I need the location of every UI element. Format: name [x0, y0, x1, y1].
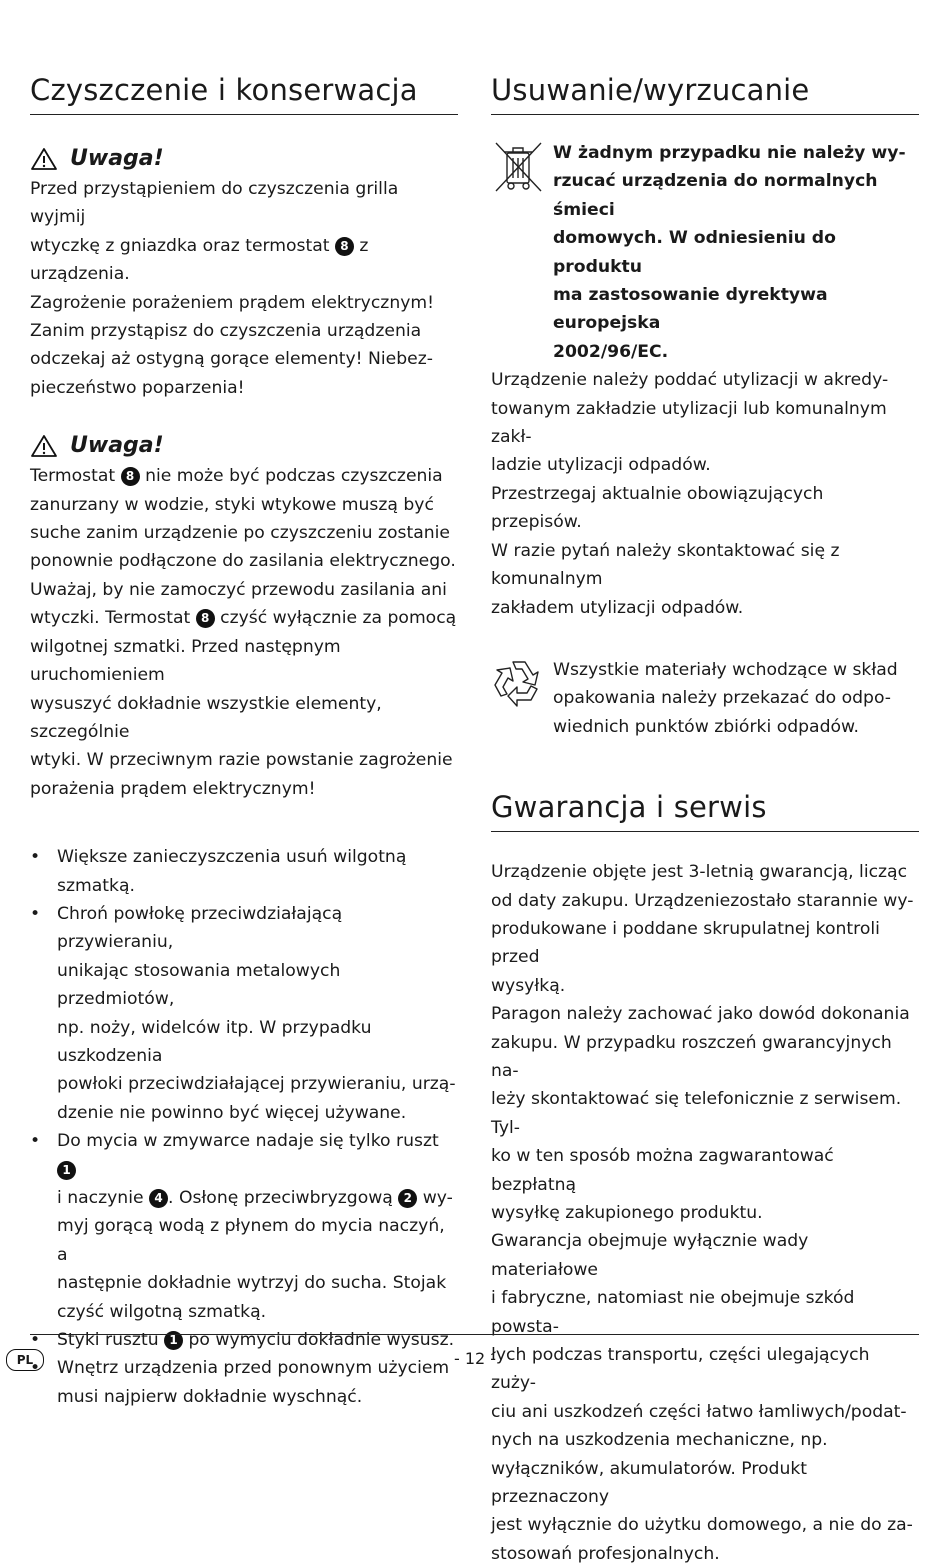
warning-text-line: pieczeństwo poparzenia!	[30, 377, 245, 398]
warning-text-line: wtyki. W przeciwnym razie powstanie zagrożenie	[30, 750, 453, 771]
warning-text-line: wilgotnej szmatki. Przed następnym uruchomieniem	[30, 636, 341, 686]
warranty-text-line: Gwarancja obejmuje wyłącznie wady materiałowe	[491, 1231, 809, 1280]
part-number-badge: 8	[196, 609, 215, 628]
warranty-text-line: ciu ani uszkodzeń części łatwo łamliwych/podat-	[491, 1401, 907, 1422]
warranty-text-line: Urządzenie objęte jest 3-letnią gwarancją, licząc	[491, 862, 908, 883]
warning-text-line	[30, 604, 458, 632]
list-item	[30, 900, 458, 1127]
disposal-bold-line: W żadnym przypadku nie należy wy-	[553, 143, 906, 163]
part-number-badge: 4	[149, 1189, 168, 1208]
disposal-bold-line: ma zastosowanie dyrektywa europejska	[553, 285, 828, 334]
list-item-line	[57, 1184, 458, 1212]
warranty-text-line: wysyłką.	[491, 975, 566, 996]
disposal-bold-text	[553, 139, 919, 366]
warning-text-line	[30, 232, 458, 289]
text-segment: Styki rusztu	[57, 1330, 165, 1351]
list-item-line: • Większe zanieczyszczenia usuń wilgotną szmatką.	[57, 847, 407, 896]
warranty-text-line: wysyłkę zakupionego produktu.	[491, 1203, 763, 1223]
text-segment: . Osłonę przeciwbryzgową	[168, 1188, 399, 1208]
crossed-bin-icon	[491, 139, 553, 366]
list-item	[30, 1127, 458, 1326]
page-number: - 12 -	[453, 1349, 497, 1368]
list-item-line: musi najpierw dokładnie wyschnąć.	[57, 1386, 363, 1407]
warranty-text-line: od daty zakupu. Urządzeniezostało starannie wy-	[491, 890, 914, 911]
part-number-badge: 1	[57, 1161, 76, 1180]
warranty-text-line: leży skontaktować się telefonicznie z serwisem. Tyl-	[491, 1089, 902, 1138]
text-segment: wtyczki. Termostat	[30, 608, 196, 629]
warning-label: Uwaga!	[70, 146, 164, 171]
warning-text-line: porażenia prądem elektrycznym!	[30, 778, 316, 799]
warning-text-line: Zanim przystąpisz do czyszczenia urządzenia	[30, 321, 422, 342]
text-segment: nie może być podczas czyszczenia	[139, 466, 443, 487]
right-column	[491, 72, 919, 1568]
list-item	[30, 843, 458, 900]
disposal-text-line: Przestrzegaj aktualnie obowiązujących przepisów.	[491, 483, 824, 533]
list-item-line: następnie dokładnie wytrzyj do sucha. Stojak	[57, 1273, 447, 1294]
text-segment: Do mycia w zmywarce nadaje się tylko ruszt	[57, 1131, 439, 1152]
warnings-container	[30, 143, 458, 803]
recycling-text-line: Wszystkie materiały wchodzące w skład	[553, 659, 898, 680]
warranty-text	[491, 858, 919, 1568]
cleaning-bullet-list	[30, 843, 458, 1411]
warning-title	[30, 143, 458, 175]
warranty-text-line: zakupu. W przypadku roszczeń gwarancyjnych na-	[491, 1032, 892, 1081]
disposal-text-line: Urządzenie należy poddać utylizacji w akredy-	[491, 370, 889, 391]
list-item-line: • Wnętrz urządzenia przed ponownym użyciem	[57, 1358, 450, 1379]
warning-label: Uwaga!	[70, 433, 164, 459]
list-item-line: np. noży, widelców itp. W przypadku uszkodzenia	[57, 1017, 372, 1066]
list-item-line: czyść wilgotną szmatką.	[57, 1301, 267, 1322]
part-number-badge: 8	[335, 237, 354, 256]
warning-text-line: zanurzany w wodzie, styki wtykowe muszą być	[30, 494, 434, 515]
warranty-text-line: wyłączników, akumulatorów. Produkt przeznaczony	[491, 1458, 808, 1508]
disposal-bold-line: rzucać urządzenia do normalnych śmieci	[553, 171, 878, 220]
disposal-text-line: W razie pytań należy skontaktować się z komunalnym	[491, 540, 840, 590]
warranty-text-line: produkowane i poddane skrupulatnej kontroli przed	[491, 918, 880, 968]
recycle-icon	[491, 656, 553, 741]
list-item-line: myj gorącą wodą z płynem do mycia naczyń, a	[57, 1216, 445, 1265]
disposal-bold-line: domowych. W odniesieniu do produktu	[553, 228, 836, 277]
warranty-text-line: ko w ten sposób można zagwarantować bezpłatną	[491, 1146, 834, 1195]
warranty-heading: Gwarancja i serwis	[491, 789, 919, 832]
warning-text-line: Zagrożenie porażeniem prądem elektrycznym!	[30, 292, 435, 313]
text-segment: wy-	[417, 1188, 453, 1208]
text-segment: Termostat	[30, 466, 121, 487]
disposal-text-line: ladzie utylizacji odpadów.	[491, 455, 711, 476]
part-number-badge: 2	[398, 1189, 417, 1208]
text-segment: po wymyciu dokładnie wysusz.	[183, 1330, 455, 1351]
warranty-text-line: stosowań profesjonalnych.	[491, 1543, 720, 1564]
warning-text-line	[30, 462, 458, 490]
warning-text-line: Przed przystąpieniem do czyszczenia grilla wyjmij	[30, 179, 399, 228]
recycling-text-line: wiednich punktów zbiórki odpadów.	[553, 716, 859, 737]
left-column	[30, 72, 458, 1411]
list-item-line: dzenie nie powinno być więcej używane.	[57, 1102, 407, 1123]
list-item-line	[57, 1127, 458, 1184]
text-segment: wtyczkę z gniazdka oraz termostat	[30, 235, 335, 256]
warranty-text-line: i fabryczne, natomiast nie obejmuje szkód powsta-	[491, 1288, 855, 1337]
warranty-text-line: Paragon należy zachować jako dowód dokonania	[491, 1004, 910, 1025]
cleaning-heading: Czyszczenie i konserwacja	[30, 72, 458, 115]
warranty-text-line: łych podczas transportu, części ulegających zuży-	[491, 1345, 870, 1394]
disposal-text-line: zakładem utylizacji odpadów.	[491, 597, 744, 618]
part-number-badge: 8	[121, 467, 140, 486]
disposal-text	[491, 366, 919, 622]
text-segment: czyść wyłącznie za pomocą	[214, 608, 457, 629]
recycling-text	[553, 656, 898, 741]
disposal-notice	[491, 139, 919, 366]
warning-text-line: wysuszyć dokładnie wszystkie elementy, szczególnie	[30, 693, 382, 742]
list-item-line: • Chroń powłokę przeciwdziałającą przywieraniu,	[57, 903, 343, 953]
language-badge: PL	[6, 1349, 44, 1371]
warning-text-line: ponownie podłączone do zasilania elektrycznego.	[30, 551, 456, 572]
warning-icon	[30, 434, 58, 458]
warning-text-line: odczekaj aż ostygną gorące elementy! Niebez-	[30, 349, 433, 370]
list-item-line: unikając stosowania metalowych przedmiotów,	[57, 960, 341, 1010]
warning-text-line: suche zanim urządzenie po czyszczeniu zostanie	[30, 523, 450, 544]
disposal-text-line: towanym zakładzie utylizacji lub komunalnym zakł-	[491, 398, 887, 448]
warranty-text-line: nych na uszkodzenia mechaniczne, np.	[491, 1430, 828, 1451]
warranty-text-line: jest wyłącznie do użytku domowego, a nie do za-	[491, 1515, 913, 1536]
text-segment: z urządzenia.	[30, 235, 369, 285]
disposal-bold-line: 2002/96/EC.	[553, 341, 669, 362]
disposal-heading: Usuwanie/wyrzucanie	[491, 72, 919, 115]
part-number-badge: 1	[164, 1331, 183, 1350]
warning-icon	[30, 147, 58, 171]
list-item-line: powłoki przeciwdziałającej przywieraniu, urzą-	[57, 1074, 456, 1095]
warning-text-line: Uważaj, by nie zamoczyć przewodu zasilania ani	[30, 579, 447, 600]
recycling-text-line: opakowania należy przekazać do odpo-	[553, 688, 891, 709]
recycling-notice	[491, 656, 919, 741]
warning-title	[30, 430, 458, 462]
footer-rule	[30, 1334, 919, 1335]
text-segment: i naczynie	[57, 1188, 150, 1208]
